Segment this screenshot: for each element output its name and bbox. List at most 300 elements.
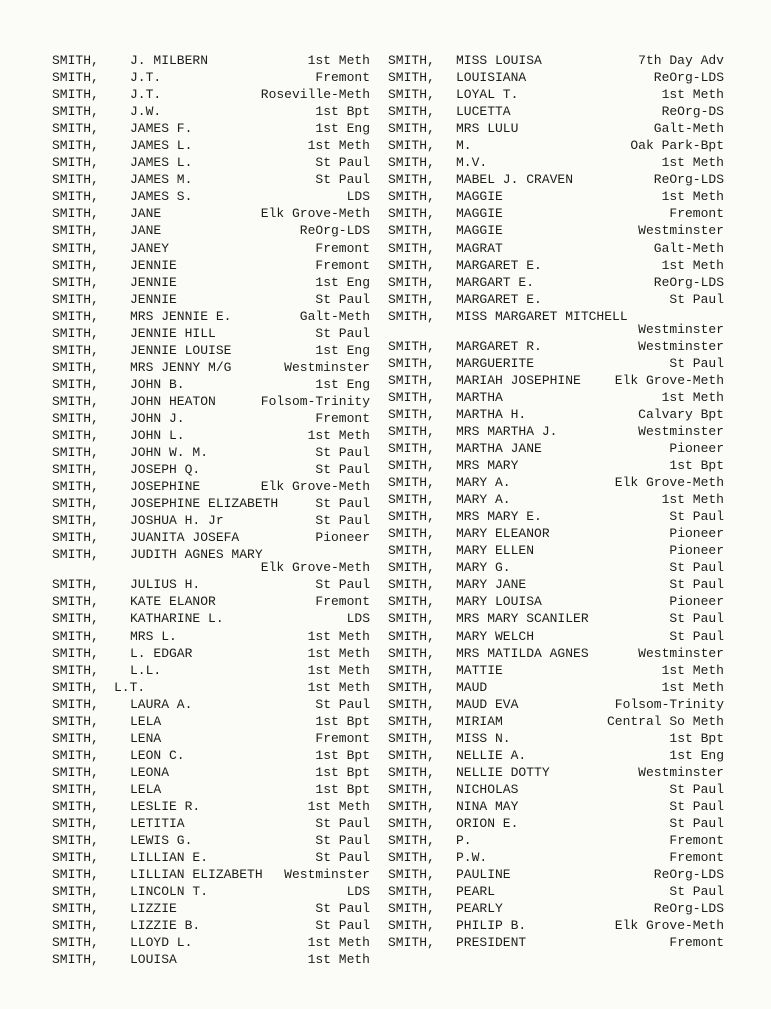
directory-entry	[388, 205, 724, 222]
entry-given-name: MARY WELCH	[456, 628, 535, 644]
entry-surname: SMITH,	[52, 274, 99, 290]
entry-given-name: MISS N.	[456, 730, 511, 746]
entry-given-name: LOUISA	[130, 952, 177, 968]
entry-surname: SMITH,	[52, 428, 99, 444]
entry-surname: SMITH,	[52, 935, 99, 951]
entry-surname: SMITH,	[388, 389, 435, 405]
entry-church: St Paul	[669, 291, 724, 307]
entry-church: St Paul	[315, 577, 370, 593]
entry-surname: SMITH,	[52, 730, 99, 746]
entry-surname: SMITH,	[388, 274, 435, 290]
entry-given-name: JOHN J.	[130, 410, 185, 426]
entry-surname: SMITH,	[52, 342, 99, 358]
directory-entry	[388, 188, 724, 205]
entry-church: St Paul	[669, 560, 724, 576]
directory-entry	[388, 508, 724, 525]
entry-given-name: MRS MARY E.	[456, 509, 542, 525]
entry-surname: SMITH,	[388, 291, 435, 307]
directory-entry	[388, 900, 724, 917]
entry-given-name: PRESIDENT	[456, 935, 527, 951]
entry-surname: SMITH,	[52, 410, 99, 426]
entry-surname: SMITH,	[388, 764, 435, 780]
entry-church: St Paul	[669, 509, 724, 525]
entry-church: 1st Meth	[307, 138, 370, 154]
entry-church: 1st Eng	[315, 342, 370, 358]
directory-entry	[52, 69, 370, 86]
entry-surname: SMITH,	[52, 70, 99, 86]
entry-surname: SMITH,	[388, 526, 435, 542]
entry-given-name: LILLIAN ELIZABETH	[130, 867, 263, 883]
entry-church: St Paul	[315, 850, 370, 866]
directory-entry	[52, 781, 370, 798]
entry-surname: SMITH,	[52, 291, 99, 307]
directory-entry	[52, 529, 370, 546]
directory-entry	[52, 495, 370, 512]
entry-church: 1st Eng	[669, 747, 724, 763]
entry-surname: SMITH,	[388, 662, 435, 678]
entry-church: Pioneer	[669, 526, 724, 542]
entry-given-name: ORION E.	[456, 816, 519, 832]
entry-surname: SMITH,	[388, 935, 435, 951]
entry-given-name: NINA MAY	[456, 798, 519, 814]
directory-entry	[388, 815, 724, 832]
entry-church: ReOrg-LDS	[653, 901, 724, 917]
directory-entry	[52, 427, 370, 444]
entry-surname: SMITH,	[388, 308, 435, 324]
directory-entry	[52, 713, 370, 730]
entry-church: ReOrg-DS	[661, 104, 724, 120]
entry-church: ReOrg-LDS	[653, 70, 724, 86]
directory-entry	[388, 628, 724, 645]
entry-surname: SMITH,	[388, 53, 435, 68]
entry-given-name: MARGART E.	[456, 274, 535, 290]
entry-given-name: LIZZIE	[130, 901, 177, 917]
entry-surname: SMITH,	[388, 121, 435, 137]
entry-surname: SMITH,	[52, 223, 99, 239]
entry-surname: SMITH,	[388, 87, 435, 103]
entry-surname: SMITH,	[388, 628, 435, 644]
entry-church: Galt-Meth	[653, 121, 724, 137]
entry-surname: SMITH,	[388, 475, 435, 491]
directory-entry	[52, 205, 370, 222]
directory-entry	[52, 764, 370, 781]
entry-given-name: MARY A.	[456, 492, 511, 508]
directory-entry	[52, 951, 370, 968]
entry-given-name: PEARLY	[456, 901, 503, 917]
entry-given-name: PEARL	[456, 884, 496, 900]
entry-given-name: JENNIE HILL	[130, 325, 216, 341]
entry-given-name: M.V.	[456, 155, 488, 171]
entry-church: 1st Meth	[307, 952, 370, 968]
entry-given-name: JULIUS H.	[130, 577, 201, 593]
entry-surname: SMITH,	[52, 257, 99, 273]
entry-surname: SMITH,	[388, 918, 435, 934]
entry-given-name: MARTHA H.	[456, 406, 527, 422]
entry-church: Pioneer	[669, 594, 724, 610]
entry-surname: SMITH,	[388, 138, 435, 154]
directory-entry	[388, 781, 724, 798]
directory-entry	[388, 610, 724, 627]
entry-surname: SMITH,	[388, 816, 435, 832]
entry-church: Fremont	[669, 850, 724, 866]
entry-given-name: L.T.	[114, 679, 146, 695]
entry-given-name: LESLIE R.	[130, 798, 201, 814]
directory-entry	[388, 713, 724, 730]
entry-surname: SMITH,	[52, 764, 99, 780]
entry-given-name: LUCETTA	[456, 104, 511, 120]
entry-church: St Paul	[315, 172, 370, 188]
entry-surname: SMITH,	[52, 359, 99, 375]
entry-surname: SMITH,	[52, 547, 99, 563]
entry-church: St Paul	[669, 781, 724, 797]
entry-church: St Paul	[669, 816, 724, 832]
directory-entry	[52, 849, 370, 866]
entry-surname: SMITH,	[388, 679, 435, 695]
entry-church: 1st Meth	[307, 662, 370, 678]
entry-given-name: JUDITH AGNES MARY	[130, 547, 263, 563]
entry-given-name: M.	[456, 138, 472, 154]
entry-surname: SMITH,	[388, 645, 435, 661]
entry-given-name: LAURA A.	[130, 696, 193, 712]
entry-surname: SMITH,	[388, 372, 435, 388]
entry-church: 1st Meth	[661, 87, 724, 103]
entry-surname: SMITH,	[52, 53, 99, 68]
directory-entry	[388, 423, 724, 440]
entry-church: Westminster	[638, 645, 724, 661]
entry-church: St Paul	[669, 355, 724, 371]
entry-given-name: MARY JANE	[456, 577, 527, 593]
entry-church: Elk Grove-Meth	[614, 372, 724, 388]
directory-entry	[388, 372, 724, 389]
entry-given-name: L. EDGAR	[130, 645, 193, 661]
directory-entry	[388, 171, 724, 188]
directory-entry	[388, 525, 724, 542]
entry-surname: SMITH,	[52, 628, 99, 644]
entry-given-name: JOHN L.	[130, 428, 185, 444]
directory-entry	[388, 491, 724, 508]
entry-church: LDS	[346, 189, 370, 205]
directory-entry	[388, 559, 724, 576]
entry-given-name: JENNIE	[130, 274, 177, 290]
entry-church: 1st Bpt	[315, 781, 370, 797]
directory-entry	[388, 52, 724, 69]
entry-surname: SMITH,	[388, 781, 435, 797]
entry-surname: SMITH,	[52, 206, 99, 222]
entry-given-name: NELLIE A.	[456, 747, 527, 763]
entry-church: 1st Meth	[661, 492, 724, 508]
entry-given-name: LEWIS G.	[130, 833, 193, 849]
entry-surname: SMITH,	[388, 223, 435, 239]
entry-church: ReOrg-LDS	[299, 223, 370, 239]
directory-entry	[52, 325, 370, 342]
entry-church: St Paul	[315, 445, 370, 461]
entry-church: Folsom-Trinity	[260, 393, 370, 409]
entry-given-name: JOHN W. M.	[130, 445, 209, 461]
entry-given-name: MAGGIE	[456, 206, 503, 222]
directory-entry	[52, 188, 370, 205]
directory-entry	[52, 359, 370, 376]
entry-surname: SMITH,	[52, 662, 99, 678]
entry-church: Fremont	[315, 257, 370, 273]
entry-given-name: LEONA	[130, 764, 170, 780]
entry-given-name: PHILIP B.	[456, 918, 527, 934]
entry-given-name: MRS MATILDA AGNES	[456, 645, 589, 661]
entry-surname: SMITH,	[52, 611, 99, 627]
entry-given-name: JOSHUA H. Jr	[130, 513, 224, 529]
entry-surname: SMITH,	[52, 867, 99, 883]
entry-given-name: MIRIAM	[456, 713, 503, 729]
entry-given-name: MARY A.	[456, 475, 511, 491]
entry-surname: SMITH,	[388, 440, 435, 456]
directory-entry	[388, 120, 724, 137]
entry-surname: SMITH,	[388, 104, 435, 120]
entry-church: Galt-Meth	[653, 240, 724, 256]
entry-surname: SMITH,	[388, 577, 435, 593]
entry-given-name: MAGRAT	[456, 240, 503, 256]
directory-entry	[52, 696, 370, 713]
entry-given-name: MRS JENNY M/G	[130, 359, 232, 375]
entry-church: 1st Meth	[661, 257, 724, 273]
entry-surname: SMITH,	[52, 138, 99, 154]
entry-surname: SMITH,	[388, 867, 435, 883]
directory-entry	[52, 257, 370, 274]
directory-entry	[388, 542, 724, 559]
entry-church: Pioneer	[669, 543, 724, 559]
directory-entry	[388, 457, 724, 474]
left-column	[52, 52, 370, 968]
directory-entry	[52, 900, 370, 917]
entry-church: ReOrg-LDS	[653, 274, 724, 290]
directory-entry	[388, 240, 724, 257]
entry-given-name: LELA	[130, 781, 162, 797]
entry-surname: SMITH,	[388, 850, 435, 866]
directory-entry	[52, 103, 370, 120]
directory-entry	[52, 815, 370, 832]
entry-surname: SMITH,	[52, 530, 99, 546]
entry-surname: SMITH,	[52, 747, 99, 763]
entry-church: Westminster	[638, 764, 724, 780]
directory-entry	[52, 512, 370, 529]
entry-church: St Paul	[315, 918, 370, 934]
right-column	[388, 52, 724, 951]
entry-given-name: MARTHA JANE	[456, 440, 542, 456]
entry-church: 1st Bpt	[669, 730, 724, 746]
entry-church: 1st Meth	[307, 679, 370, 695]
directory-entry	[52, 679, 370, 696]
entry-surname: SMITH,	[388, 355, 435, 371]
entry-church: ReOrg-LDS	[653, 867, 724, 883]
entry-church: 7th Day Adv	[638, 53, 724, 68]
directory-entry	[52, 342, 370, 359]
entry-church: Calvary Bpt	[638, 406, 724, 422]
entry-church: Elk Grove-Meth	[260, 560, 370, 576]
entry-church: St Paul	[669, 611, 724, 627]
directory-entry	[52, 662, 370, 679]
entry-given-name: MARY ELLEN	[456, 543, 535, 559]
entry-given-name: MARGUERITE	[456, 355, 535, 371]
entry-given-name: MARGARET E.	[456, 291, 542, 307]
directory-entry	[52, 120, 370, 137]
entry-given-name: MARY ELEANOR	[456, 526, 550, 542]
directory-entry	[388, 103, 724, 120]
entry-church: 1st Eng	[315, 121, 370, 137]
entry-given-name: JOSEPHINE	[130, 479, 201, 495]
entry-given-name: MRS LULU	[456, 121, 519, 137]
entry-given-name: KATE ELANOR	[130, 594, 216, 610]
entry-surname: SMITH,	[52, 325, 99, 341]
entry-church: Pioneer	[669, 440, 724, 456]
entry-surname: SMITH,	[388, 423, 435, 439]
entry-surname: SMITH,	[388, 696, 435, 712]
entry-church: 1st Meth	[661, 662, 724, 678]
entry-church: 1st Bpt	[315, 747, 370, 763]
directory-entry	[52, 222, 370, 239]
directory-entry	[52, 917, 370, 934]
directory-entry	[52, 576, 370, 593]
entry-given-name: JOSEPH Q.	[130, 462, 201, 478]
entry-church: Fremont	[315, 410, 370, 426]
entry-church: 1st Meth	[307, 53, 370, 68]
entry-surname: SMITH,	[52, 816, 99, 832]
entry-given-name: JUANITA JOSEFA	[130, 530, 240, 546]
entry-surname: SMITH,	[52, 479, 99, 495]
directory-entry	[52, 240, 370, 257]
entry-church: St Paul	[315, 325, 370, 341]
entry-surname: SMITH,	[388, 172, 435, 188]
entry-surname: SMITH,	[52, 308, 99, 324]
entry-surname: SMITH,	[52, 833, 99, 849]
entry-given-name: J.T.	[130, 87, 162, 103]
entry-surname: SMITH,	[388, 206, 435, 222]
directory-entry	[388, 274, 724, 291]
directory-entry	[388, 764, 724, 781]
entry-given-name: MARIAH JOSEPHINE	[456, 372, 581, 388]
entry-given-name: P.	[456, 833, 472, 849]
directory-entry	[388, 86, 724, 103]
directory-entry	[388, 934, 724, 951]
directory-entry	[388, 849, 724, 866]
directory-entry	[52, 866, 370, 883]
entry-church: Fremont	[669, 206, 724, 222]
entry-surname: SMITH,	[388, 492, 435, 508]
entry-surname: SMITH,	[388, 833, 435, 849]
entry-church: 1st Bpt	[669, 458, 724, 474]
entry-surname: SMITH,	[388, 747, 435, 763]
entry-surname: SMITH,	[52, 393, 99, 409]
directory-entry	[52, 52, 370, 69]
entry-given-name: MRS JENNIE E.	[130, 308, 232, 324]
entry-given-name: MAGGIE	[456, 189, 503, 205]
directory-entry	[52, 610, 370, 627]
entry-surname: SMITH,	[52, 696, 99, 712]
entry-surname: SMITH,	[52, 679, 99, 695]
entry-given-name: MAUD	[456, 679, 488, 695]
entry-church: St Paul	[315, 901, 370, 917]
entry-church: 1st Meth	[661, 155, 724, 171]
directory-entry	[388, 883, 724, 900]
entry-given-name: LINCOLN T.	[130, 884, 209, 900]
entry-surname: SMITH,	[52, 376, 99, 392]
entry-church: Elk Grove-Meth	[614, 475, 724, 491]
entry-surname: SMITH,	[52, 513, 99, 529]
entry-surname: SMITH,	[52, 496, 99, 512]
entry-given-name: MARY G.	[456, 560, 511, 576]
directory-entry	[388, 154, 724, 171]
directory-entry	[388, 308, 724, 338]
entry-church: Oak Park-Bpt	[630, 138, 724, 154]
entry-surname: SMITH,	[52, 445, 99, 461]
entry-given-name: MRS L.	[130, 628, 177, 644]
entry-church: 1st Meth	[661, 679, 724, 695]
directory-entry	[52, 546, 370, 576]
entry-given-name: JAMES L.	[130, 155, 193, 171]
entry-surname: SMITH,	[52, 798, 99, 814]
entry-given-name: JAMES L.	[130, 138, 193, 154]
entry-given-name: KATHARINE L.	[130, 611, 224, 627]
entry-given-name: MARGARET E.	[456, 257, 542, 273]
entry-surname: SMITH,	[52, 645, 99, 661]
entry-church: 1st Meth	[307, 935, 370, 951]
entry-given-name: JOHN HEATON	[130, 393, 216, 409]
entry-given-name: MAUD EVA	[456, 696, 519, 712]
directory-entry	[388, 222, 724, 239]
entry-church: St Paul	[315, 462, 370, 478]
directory-entry	[388, 440, 724, 457]
entry-church: Westminster	[638, 338, 724, 354]
directory-entry	[388, 832, 724, 849]
entry-church: Elk Grove-Meth	[614, 918, 724, 934]
directory-entry	[388, 338, 724, 355]
entry-church: LDS	[346, 611, 370, 627]
entry-church: Fremont	[315, 730, 370, 746]
entry-given-name: J.W.	[130, 104, 162, 120]
entry-surname: SMITH,	[52, 713, 99, 729]
entry-surname: SMITH,	[52, 462, 99, 478]
entry-surname: SMITH,	[52, 577, 99, 593]
directory-entry	[52, 478, 370, 495]
entry-surname: SMITH,	[388, 901, 435, 917]
entry-church: 1st Meth	[307, 628, 370, 644]
directory-entry	[388, 474, 724, 491]
entry-church: St Paul	[669, 628, 724, 644]
entry-given-name: JANE	[130, 206, 162, 222]
directory-entry	[52, 461, 370, 478]
entry-surname: SMITH,	[52, 189, 99, 205]
entry-surname: SMITH,	[52, 952, 99, 968]
entry-church: St Paul	[315, 155, 370, 171]
entry-church: Elk Grove-Meth	[260, 206, 370, 222]
entry-surname: SMITH,	[388, 189, 435, 205]
entry-surname: SMITH,	[388, 338, 435, 354]
entry-given-name: MISS MARGARET MITCHELL	[456, 308, 628, 324]
entry-surname: SMITH,	[388, 509, 435, 525]
entry-given-name: LEON C.	[130, 747, 185, 763]
entry-surname: SMITH,	[388, 798, 435, 814]
entry-surname: SMITH,	[388, 730, 435, 746]
entry-surname: SMITH,	[52, 594, 99, 610]
entry-church: Westminster	[638, 423, 724, 439]
entry-surname: SMITH,	[388, 70, 435, 86]
entry-given-name: LILLIAN E.	[130, 850, 209, 866]
entry-church: Westminster	[284, 867, 370, 883]
entry-church: St Paul	[669, 798, 724, 814]
directory-entry	[52, 393, 370, 410]
entry-surname: SMITH,	[388, 257, 435, 273]
entry-church: Folsom-Trinity	[614, 696, 724, 712]
entry-surname: SMITH,	[388, 560, 435, 576]
directory-entry	[388, 798, 724, 815]
entry-given-name: MRS MARY SCANILER	[456, 611, 589, 627]
